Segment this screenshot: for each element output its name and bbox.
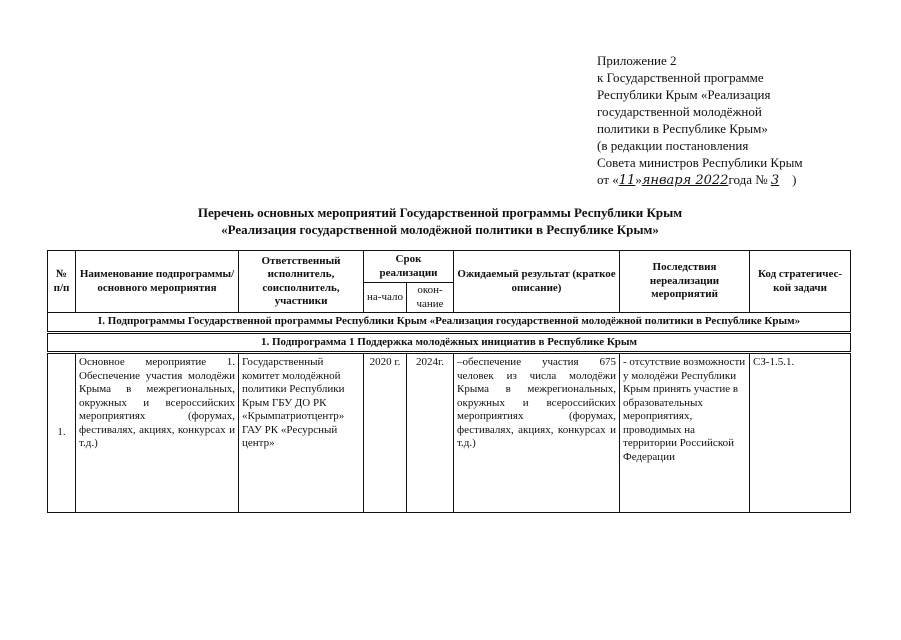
- appendix-line: государственной молодёжной: [597, 104, 762, 119]
- appendix-line: Республики Крым «Реализация: [597, 87, 771, 102]
- date-close: ): [792, 172, 797, 187]
- row-consequences: - отсутствие возможности у молодёжи Республики Крым принять участие в образовательных мероприятиях, проводимых на территории Российской Федерации: [620, 353, 750, 513]
- row-name: Основное мероприятие 1. Обеспечение участия молодёжи Крыма в межрегиональных, окружных и всероссийских мероприятиях (форумах, фестивалях, акциях, конкурсах и т.д.): [76, 353, 239, 513]
- header-consequences: Последствия нереализации мероприятий: [620, 251, 750, 313]
- date-month: января 2022: [641, 173, 729, 188]
- activities-table: [47, 250, 851, 513]
- date-mid: »: [635, 172, 642, 187]
- title-line-2: «Реализация государственной молодёжной политики в Республике Крым»: [221, 222, 659, 237]
- header-name: Наименование подпрограммы/ основного мероприятия: [76, 251, 239, 313]
- section-heading-subprogram-1: 1. Подпрограмма 1 Поддержка молодёжных инициатив в Республике Крым: [48, 332, 851, 353]
- title-line-1: Перечень основных мероприятий Государственной программы Республики Крым: [197, 205, 683, 220]
- section-heading-programs: I. Подпрограммы Государственной программы Республики Крым «Реализация государственной молодёжной политики в Республике Крым»: [48, 313, 851, 333]
- row-executor: Государственный комитет молодёжной политики Республики Крым ГБУ ДО РК «Крымпатриотцентр» ГАУ РК «Ресурсный центр»: [239, 353, 364, 513]
- date-suffix: года №: [728, 172, 768, 187]
- row-num: 1.: [48, 353, 76, 513]
- header-period: Срок реализации: [364, 251, 454, 283]
- header-start: на-чало: [364, 283, 407, 313]
- appendix-line: (в редакции постановления: [597, 138, 749, 153]
- appendix-line: Приложение 2: [597, 53, 677, 68]
- header-num: № п/п: [48, 251, 76, 313]
- date-day: 11: [618, 173, 636, 188]
- header-end: окон-чание: [407, 283, 454, 313]
- appendix-date-line: [597, 171, 887, 189]
- row-end: 2024г.: [407, 353, 454, 513]
- appendix-line: Совета министров Республики Крым: [597, 155, 803, 170]
- row-result: –обеспечение участия 675 человек из числа молодёжи Крыма в межрегиональных, окружных и всероссийских мероприятиях (форумах, фестивалях, акциях, конкурсах и т.д.): [454, 353, 620, 513]
- header-code: Код стратегичес-кой задачи: [750, 251, 851, 313]
- header-executor: Ответственный исполнитель, соисполнитель, участники: [239, 251, 364, 313]
- date-number: 3: [770, 173, 780, 188]
- header-result: Ожидаемый результат (краткое описание): [454, 251, 620, 313]
- row-start: 2020 г.: [364, 353, 407, 513]
- appendix-block: [597, 52, 887, 189]
- appendix-line: политики в Республике Крым»: [597, 121, 768, 136]
- date-prefix: от «: [597, 172, 619, 187]
- document-title: [60, 204, 820, 238]
- table-row: [48, 353, 851, 513]
- appendix-line: к Государственной программе: [597, 70, 764, 85]
- row-code: СЗ-1.5.1.: [750, 353, 851, 513]
